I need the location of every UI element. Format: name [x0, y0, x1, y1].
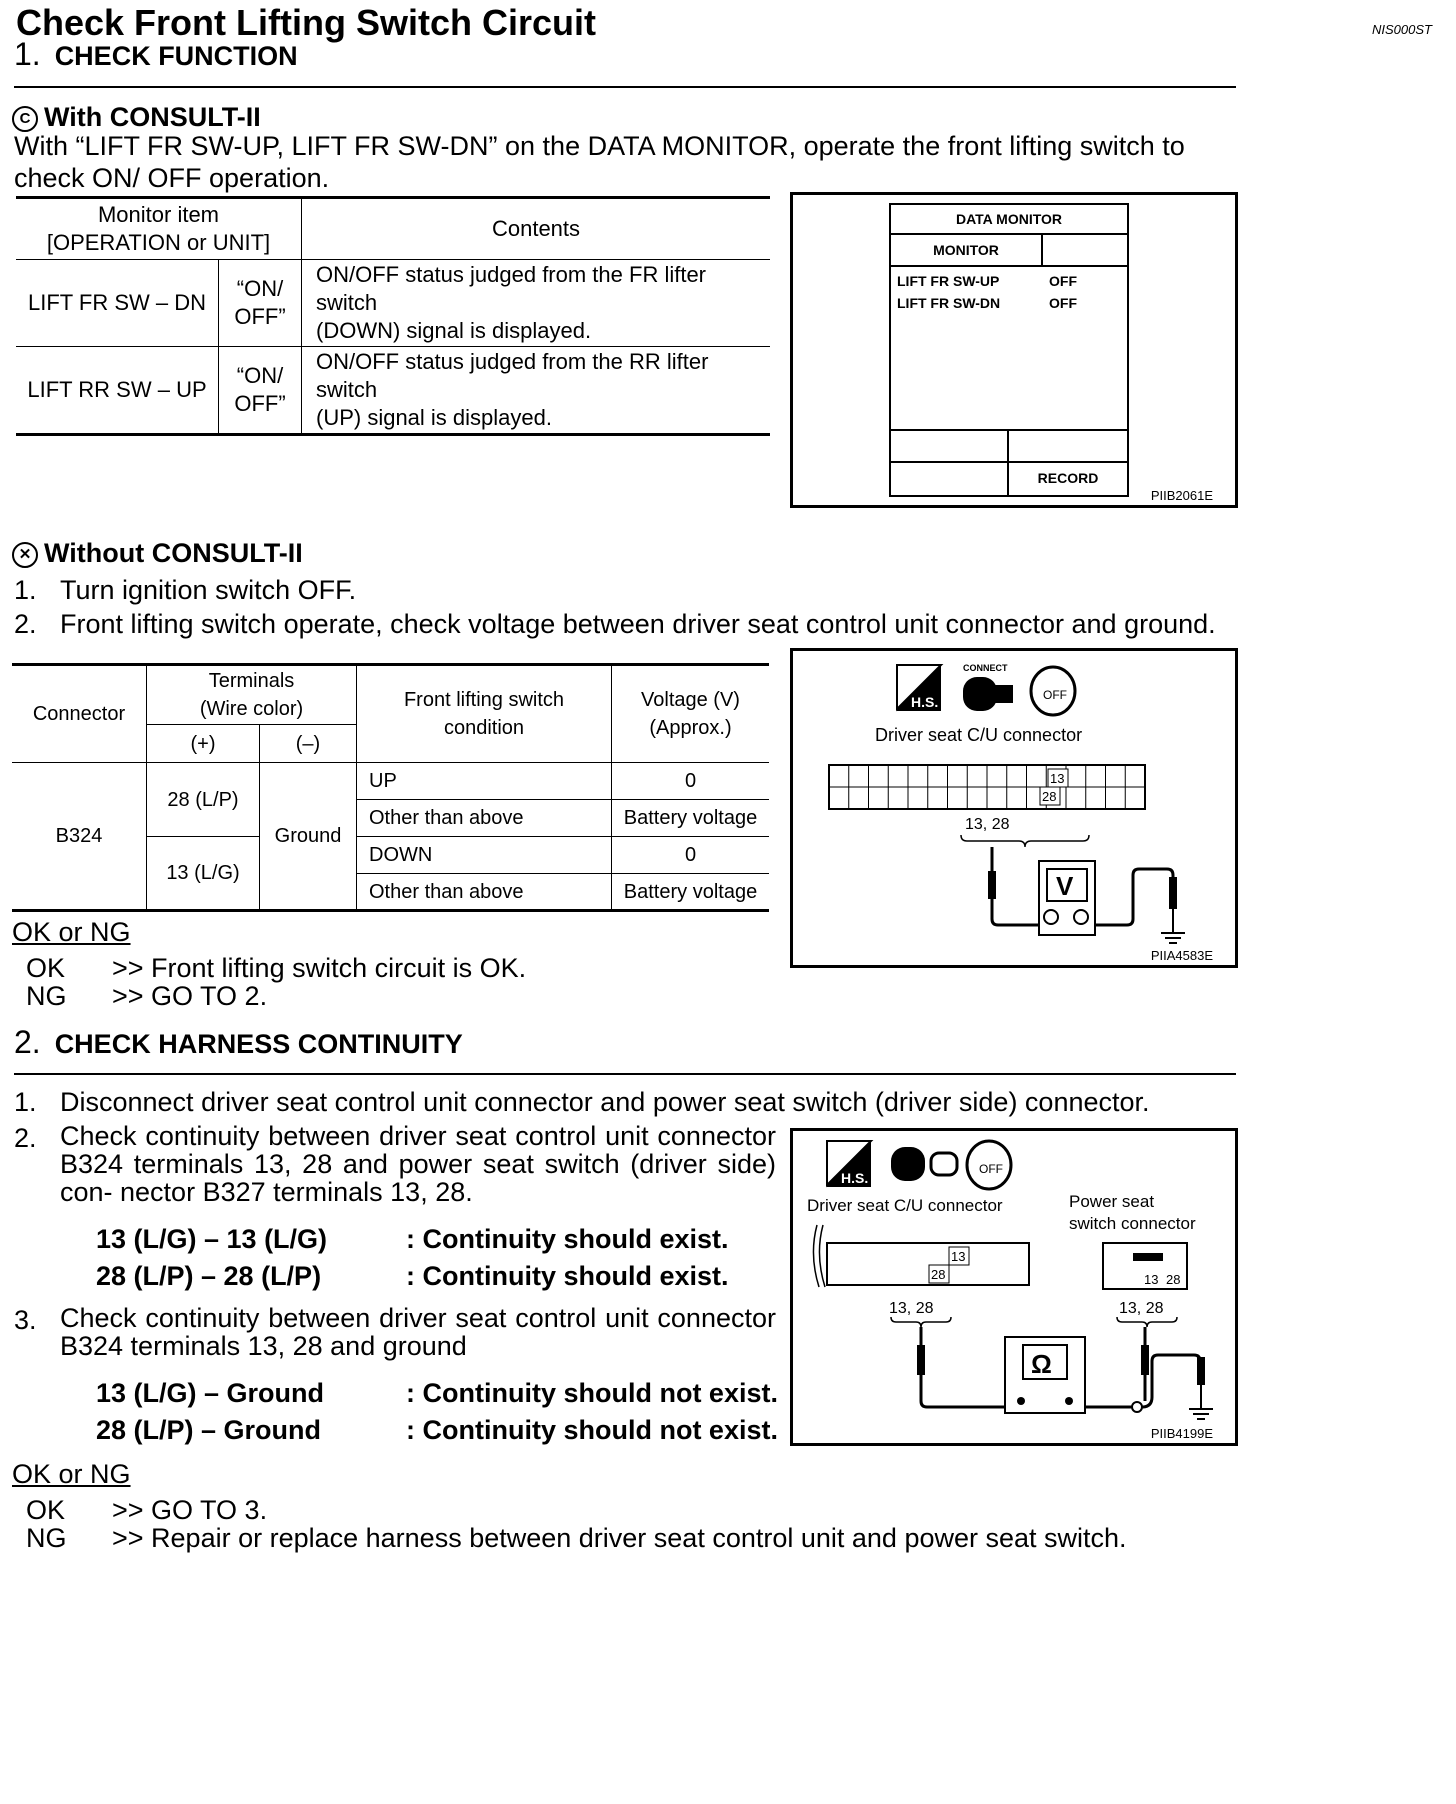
divider: [14, 86, 1236, 88]
ohmmeter-symbol: Ω: [1031, 1349, 1052, 1379]
spec-terminals: 28 (L/P) – Ground: [96, 1415, 322, 1445]
step2-title: CHECK HARNESS CONTINUITY: [54, 1029, 463, 1059]
monitor-item: LIFT FR SW – DN: [16, 260, 219, 347]
continuity-check-figure: [790, 1128, 1238, 1446]
instruction-step: Turn ignition switch OFF.: [60, 575, 357, 605]
with-consult-text: With “LIFT FR SW-UP, LIFT FR SW-DN” on the DATA MONITOR, operate the front lifting switch to check ON/ OFF operation.: [14, 131, 1185, 193]
instruction-step: Check continuity between driver seat control unit connector B324 terminals 13, 28 and power seat switch (driver side) con- nector B327 terminals 13, 28.: [60, 1121, 776, 1207]
switch-label: switch connector: [1069, 1214, 1196, 1233]
cu-connector-diagram: [827, 1243, 1029, 1285]
svg-text:13: 13: [1050, 771, 1065, 786]
screen-row-label: LIFT FR SW-DN: [897, 295, 1001, 311]
spec-terminals: 13 (L/G) – 13 (L/G): [96, 1224, 328, 1254]
connector-label: Driver seat C/U connector: [875, 725, 1083, 745]
instruction-step: Disconnect driver seat control unit connector and power seat switch (driver side) connector.: [60, 1087, 1150, 1117]
data-monitor-screen: DATA MONITOR MONITOR LIFT FR SW-UP OFF LIFT FR SW-DN OFF RECORD: [889, 203, 1129, 497]
step1-title: CHECK FUNCTION: [54, 41, 298, 71]
svg-text:28: 28: [1042, 789, 1057, 804]
without-consult-heading: ✕ Without CONSULT-II: [12, 538, 303, 569]
connector-id: B324: [12, 763, 147, 911]
no-consult-icon: ✕: [12, 542, 38, 568]
voltmeter-symbol: V: [1056, 871, 1074, 901]
disconnect-icon: [891, 1147, 925, 1181]
spec-result: : Continuity should not exist.: [406, 1415, 778, 1445]
result-ok: >> Front lifting switch circuit is OK.: [112, 953, 527, 983]
page-title: Check Front Lifting Switch Circuit: [16, 2, 597, 43]
pin-label: 13, 28: [1119, 1300, 1164, 1317]
spec-result: : Continuity should exist.: [406, 1224, 729, 1254]
hs-icon: H.S.: [911, 694, 939, 710]
spec-result: : Continuity should exist.: [406, 1261, 729, 1291]
monitor-item-table: Monitor item [OPERATION or UNIT] Contents LIFT FR SW – DN “ON/ OFF” ON/OFF status judged from the FR lifter switch (DOWN) signal is displayed. LIFT RR SW – UP “ON/ OFF” ON/OFF status judged from the RR lifter switch (UP) signal is displayed.: [16, 196, 770, 436]
connector-label: Driver seat C/U connector: [807, 1196, 1003, 1215]
step2-heading: 2. CHECK HARNESS CONTINUITY: [14, 1024, 463, 1060]
data-monitor-figure: [790, 192, 1238, 508]
voltage-check-figure: [790, 648, 1238, 968]
instruction-step: Front lifting switch operate, check voltage between driver seat control unit connector and ground.: [60, 609, 1216, 639]
voltage-table: Connector Terminals (Wire color) Front lifting switch condition Voltage (V) (Approx.) (+) (–) B324 28 (L/P) Ground UP 0 Other than above Battery voltage 13 (L/G) DOWN 0 Other than above Battery voltage: [12, 663, 769, 912]
result-ok: >> GO TO 3.: [112, 1495, 268, 1525]
figure-code: PIIB2061E: [1150, 488, 1213, 503]
contents-header: Contents: [491, 216, 581, 241]
figure-code: PIIA4583E: [1150, 948, 1213, 963]
result-ng: >> Repair or replace harness between driver seat control unit and power seat switch.: [112, 1523, 1127, 1553]
pin-label: 13, 28: [889, 1300, 934, 1317]
screen-row-value: OFF: [1049, 273, 1077, 289]
spec-terminals: 13 (L/G) – Ground: [96, 1378, 325, 1408]
consult-icon: C: [12, 106, 38, 132]
connect-icon: CONNECT: [963, 663, 1008, 673]
spec-result: : Continuity should not exist.: [406, 1378, 778, 1408]
svg-text:28: 28: [931, 1267, 946, 1282]
switch-label: Power seat: [1069, 1192, 1155, 1211]
hs-icon: H.S.: [841, 1170, 869, 1186]
pin-label: 13, 28: [965, 816, 1010, 833]
result-ng: >> GO TO 2.: [112, 981, 268, 1011]
step1-number: 1.: [14, 36, 41, 72]
svg-text:OFF: OFF: [979, 1162, 1003, 1176]
step1-heading: [14, 36, 298, 73]
svg-text:13: 13: [951, 1249, 966, 1264]
with-consult-heading: C With CONSULT-II: [12, 102, 261, 133]
svg-text:OFF: OFF: [1043, 688, 1067, 702]
instruction-step: Check continuity between driver seat control unit connector B324 terminals 13, 28 and ground: [60, 1303, 776, 1361]
divider: [14, 1073, 1236, 1075]
screen-row-value: OFF: [1049, 295, 1077, 311]
svg-text:28: 28: [1166, 1272, 1181, 1287]
spec-terminals: 28 (L/P) – 28 (L/P): [96, 1261, 322, 1291]
screen-title: DATA MONITOR: [891, 205, 1127, 235]
ok-or-ng-label: OK or NG: [12, 1459, 131, 1489]
ok-or-ng-label: OK or NG: [12, 917, 131, 947]
screen-row-label: LIFT FR SW-UP: [897, 273, 1000, 289]
figure-code: PIIB4199E: [1150, 1426, 1213, 1441]
section-code: NIS000ST: [1372, 22, 1432, 37]
record-button: RECORD: [1037, 470, 1099, 486]
svg-text:13: 13: [1144, 1272, 1159, 1287]
monitor-item: LIFT RR SW – UP: [16, 347, 219, 435]
